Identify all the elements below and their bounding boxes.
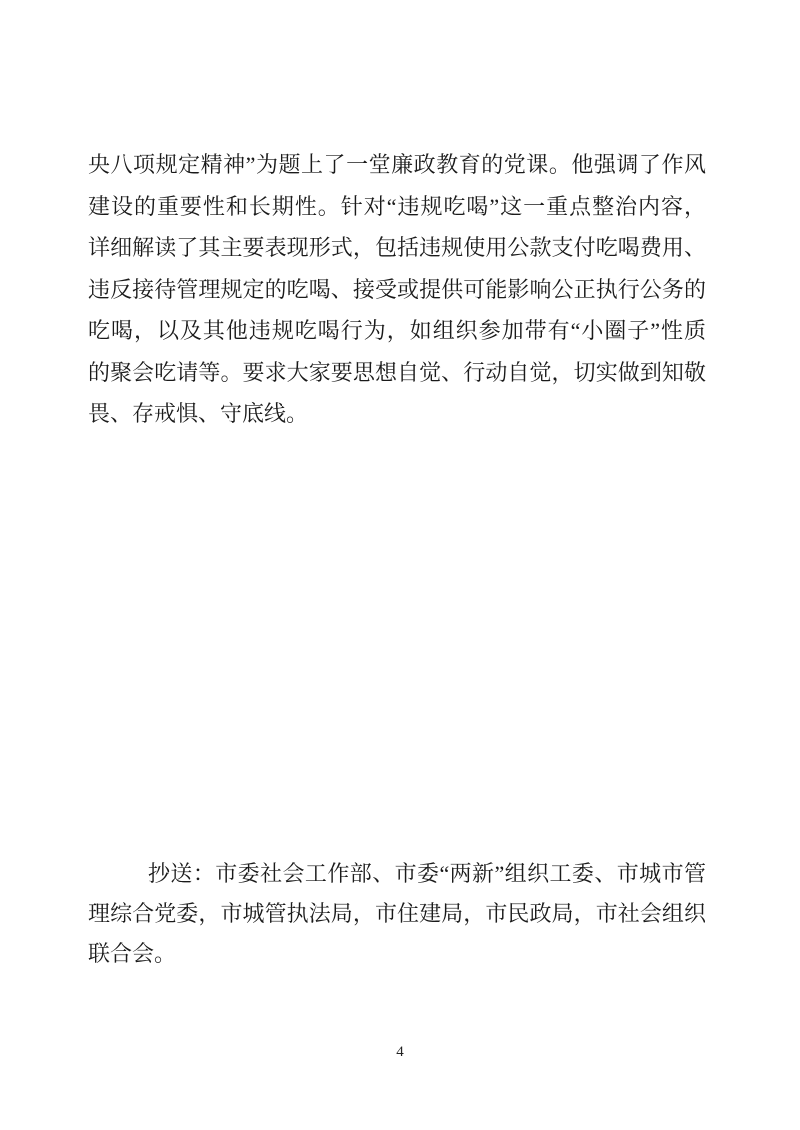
body-line: 畏、存戒惧、守底线。	[88, 401, 309, 426]
page-number: 4	[396, 1044, 404, 1060]
copy-note-line: 理综合党委，市城管执法局，市住建局，市民政局，市社会组织	[88, 901, 706, 926]
copy-note-line: 抄送：市委社会工作部、市委“两新”组织工委、市城市管	[148, 861, 706, 886]
body-line: 的聚会吃请等。要求大家要思想自觉、行动自觉，切实做到知敬	[88, 359, 706, 385]
body-line: 央八项规定精神”为题上了一堂廉政教育的党课。他强调了作风	[88, 152, 706, 177]
body-paragraph	[88, 144, 706, 435]
copy-note	[88, 854, 706, 974]
body-line: 详细解读了其主要表现形式，包括违规使用公款支付吃喝费用、	[88, 235, 706, 260]
body-line: 违反接待管理规定的吃喝、接受或提供可能影响公正执行公务的	[88, 276, 706, 302]
copy-note-line: 联合会。	[88, 941, 177, 966]
body-line: 吃喝，以及其他违规吃喝行为，如组织参加带有“小圈子”性质	[88, 318, 707, 343]
body-line: 建设的重要性和长期性。针对“违规吃喝”这一重点整治内容，	[88, 193, 707, 219]
